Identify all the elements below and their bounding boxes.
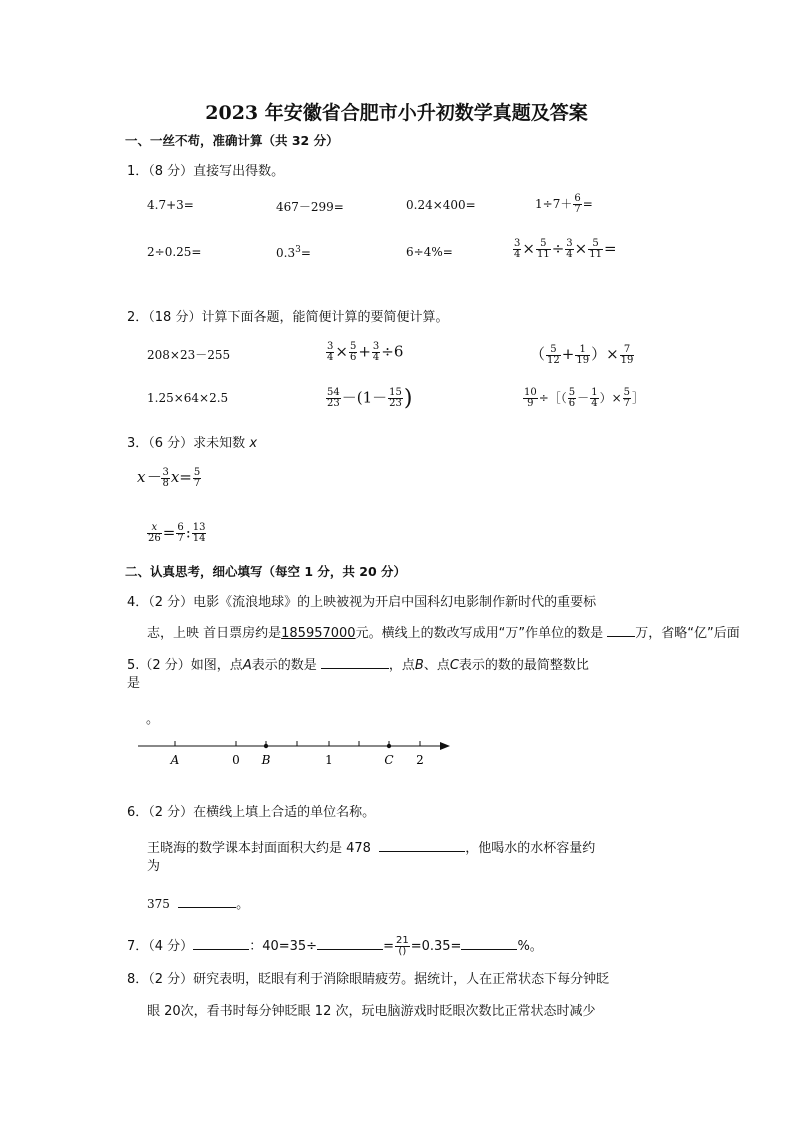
point-b (264, 744, 268, 748)
q3-heading: 3．（6 分）求未知数 x (127, 436, 258, 451)
q5-blank-1[interactable] (321, 655, 389, 669)
label-c: C (384, 753, 394, 767)
q5-line-1: 5.（2 分）如图，点A表示的数是 ，点B、点C表示的数的最简整数比 (127, 654, 589, 673)
q1-item-8: $\frac{3}{4}$ × $\frac{5}{11}$ ÷ $\frac{3}{4}$ × $\frac{5}{11}$ = (514, 238, 617, 260)
q2-item-a: 208×23－255 (147, 348, 231, 362)
point-c (387, 744, 391, 748)
q7-blank-1[interactable] (193, 936, 249, 950)
q2-heading: 2．（18 分）计算下面各题，能简便计算的要简便计算。 (127, 310, 449, 325)
section-2-heading: 二、认真思考，细心填写（每空 1 分，共 20 分） (125, 564, 407, 579)
page-title: 2023 年安徽省合肥市小升初数学真题及答案 (205, 102, 588, 124)
q1-item-4: 1÷7＋ $\frac{6}{7}$ = (535, 193, 593, 215)
q1-item-6: $0.3^3=$ (276, 245, 311, 260)
q1-item-3: 0.24×400= (406, 198, 476, 212)
q1-item-1: 4.7+3= (147, 198, 194, 212)
q2-item-c: （ $\frac{5}{12}$ + $\frac{1}{19}$ ）× $\frac{7}{19}$ (530, 343, 634, 366)
q7-blank-3[interactable] (461, 936, 517, 950)
label-0: 0 (232, 753, 240, 767)
q4-blank-1[interactable] (607, 623, 635, 637)
q5-line-3: 。 (146, 712, 160, 727)
q1-item-2: 467－299= (276, 200, 344, 214)
number-line (130, 734, 460, 770)
label-b: B (261, 753, 271, 767)
q2-item-e: $\frac{54}{23}$ －(1－ $\frac{15}{23}$ ) (327, 386, 413, 411)
number-line-arrow (440, 742, 450, 750)
section-1-heading: 一、一丝不苟，准确计算（共 32 分） (125, 133, 339, 148)
q4-line-2: 志，上映 首日票房约是185957000元。横线上的数改写成用“万”作单位的数是 万，省略“亿”后面 (147, 622, 740, 641)
q6-blank-1[interactable] (379, 838, 465, 852)
q6-heading: 6．（2 分）在横线上填上合适的单位名称。 (127, 805, 376, 820)
q8-line-1: 8．（2 分）研究表明，眨眼有利于消除眼睛疲劳。据统计，人在正常状态下每分钟眨 (127, 972, 610, 987)
q6-line-1: 王晓海的数学课本封面面积大约是 478 ，他喝水的水杯容量约 (147, 837, 595, 856)
label-1: 1 (325, 753, 333, 767)
q2-item-b: $\frac{3}{4}$ × $\frac{5}{6}$ + $\frac{3}{4}$ ÷6 (327, 341, 404, 363)
q1-heading: 1．（8 分）直接写出得数。 (127, 164, 285, 179)
label-2: 2 (416, 753, 424, 767)
q6-blank-2[interactable] (178, 894, 236, 908)
q7-line: 7．（4 分） ：40=35÷ = $\frac{21}{()}$ =0.35= %。 (127, 935, 543, 957)
q1-item-7: 6÷4%= (406, 245, 453, 259)
q5-line-2: 是 (127, 676, 141, 691)
label-a: A (170, 753, 180, 767)
q3-equation-1: x－ $\frac{3}{8}$ x= $\frac{5}{7}$ (137, 466, 201, 489)
q3-equation-2: $\frac{x}{26}$ = $\frac{6}{7}$ : $\frac{13}{14}$ (148, 522, 206, 544)
q7-blank-2[interactable] (317, 936, 383, 950)
q4-line-1: 4．（2 分）电影《流浪地球》的上映被视为开启中国科幻电影制作新时代的重要标 (127, 595, 597, 610)
q1-item-5: 2÷0.25= (147, 245, 202, 259)
q2-item-d: 1.25×64×2.5 (147, 391, 229, 405)
q2-item-f: $\frac{10}{9}$ ÷［（ $\frac{5}{6}$ － $\frac{1}{4}$ ）× $\frac{5}{7}$ ］ (524, 387, 645, 409)
q6-line-3: 375 。 (147, 893, 249, 912)
q6-line-2: 为 (147, 859, 161, 874)
q8-line-2: 眼 20次，看书时每分钟眨眼 12 次，玩电脑游戏时眨眼次数比正常状态时减少 (147, 1004, 596, 1019)
